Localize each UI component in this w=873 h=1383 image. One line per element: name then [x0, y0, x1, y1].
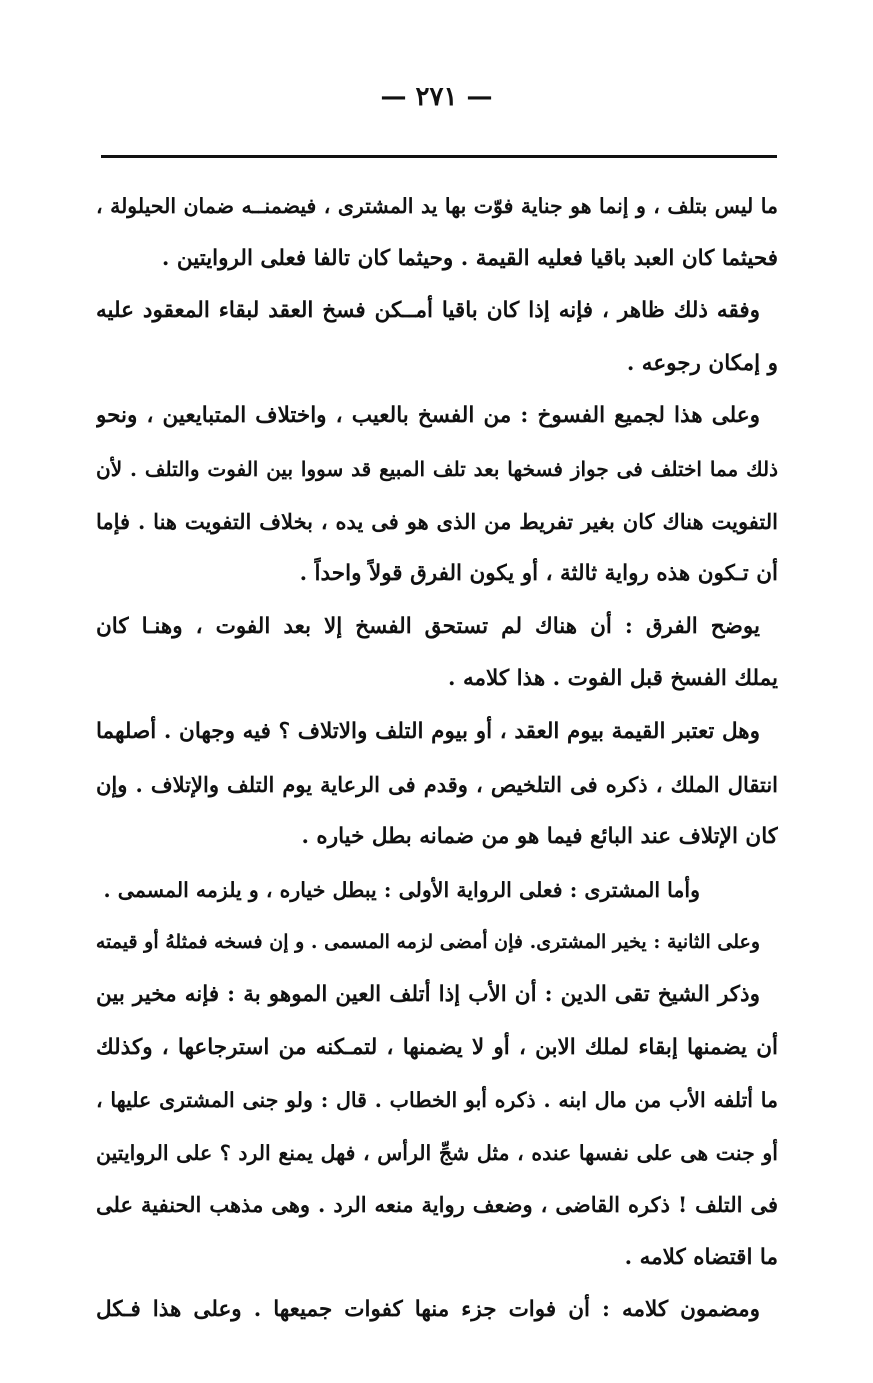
text-line: فحيثما كان العبد باقيا فعليه القيمة . وحيثما كان تالفا فعلى الروايتين . — [161, 245, 778, 271]
text-line: التفويت هناك كان بغير تفريط من الذى هو فى يده ، بخلاف التفويت هنا . فإما — [96, 508, 778, 534]
text-line: ما اقتضاه كلامه . — [624, 1244, 778, 1270]
text-line: وعلى هذا لجميع الفسوخ : من الفسخ بالعيب ، واختلاف المتبايعين ، ونحو — [96, 403, 760, 429]
text-line: وهل تعتبر القيمة بيوم العقد ، أو بيوم التلف والاتلاف ؟ فيه وجهان . أصلهما — [96, 718, 760, 744]
text-line: ما أتلفه الأب من مال ابنه . ذكره أبو الخطاب . قال : ولو جنى المشترى عليها ، — [96, 1088, 778, 1113]
text-line: يملك الفسخ قبل الفوت . هذا كلامه . — [448, 666, 778, 692]
text-line: ما ليس بتلف ، و إنما هو جناية فوّت بها يد المشترى ، فيضمنــه ضمان الحيلولة ، — [96, 194, 778, 218]
text-line: انتقال الملك ، ذكره فى التلخيص ، وقدم فى الرعاية يوم التلف والإتلاف . وإن — [96, 771, 778, 797]
text-line: أو جنت هى على نفسها عنده ، مثل شجِّ الرأس ، فهل يمنع الرد ؟ على الروايتين — [96, 1140, 778, 1165]
text-line: أن يضمنها إبقاء لملك الابن ، أو لا يضمنها ، لتمـكنه من استرجاعها ، وكذلك — [96, 1034, 778, 1060]
body-text — [96, 180, 778, 1337]
page-number: — ٢٧١ — — [380, 82, 493, 112]
text-line: وأما المشترى : فعلى الرواية الأولى : يبطل خياره ، و يلزمه المسمى . — [103, 877, 700, 902]
text-line: وفقه ذلك ظاهر ، فإنه إذا كان باقيا أمــكن فسخ العقد لبقاء المعقود عليه — [96, 298, 760, 324]
text-line: ذلك مما اختلف فى جواز فسخها بعد تلف المبيع قد سووا بين الفوت والتلف . لأن — [96, 456, 778, 481]
text-line: و إمكان رجوعه . — [626, 350, 778, 376]
text-line: فى التلف ! ذكره القاضى ، وضعف رواية منعه الرد . وهى مذهب الحنفية على — [96, 1192, 778, 1218]
text-line: كان الإتلاف عند البائع فيما هو من ضمانه بطل خياره . — [301, 824, 778, 850]
text-line: أن تـكون هذه رواية ثالثة ، أو يكون الفرق قولاً واحداً . — [299, 561, 778, 587]
text-line: يوضح الفرق : أن هناك لم تستحق الفسخ إلا بعد الفوت ، وهنـا كان — [96, 613, 760, 639]
text-line: وعلى الثانية : يخير المشترى. فإن أمضى لزمه المسمى . و إن فسخه فمثلهُ أو قيمته — [96, 931, 760, 954]
header-rule — [101, 155, 777, 158]
text-line: ومضمون كلامه : أن فوات جزء منها كفوات جميعها . وعلى هذا فـكل — [96, 1297, 760, 1323]
text-line: وذكر الشيخ تقى الدين : أن الأب إذا أتلف العين الموهو بة : فإنه مخير بين — [96, 981, 760, 1007]
